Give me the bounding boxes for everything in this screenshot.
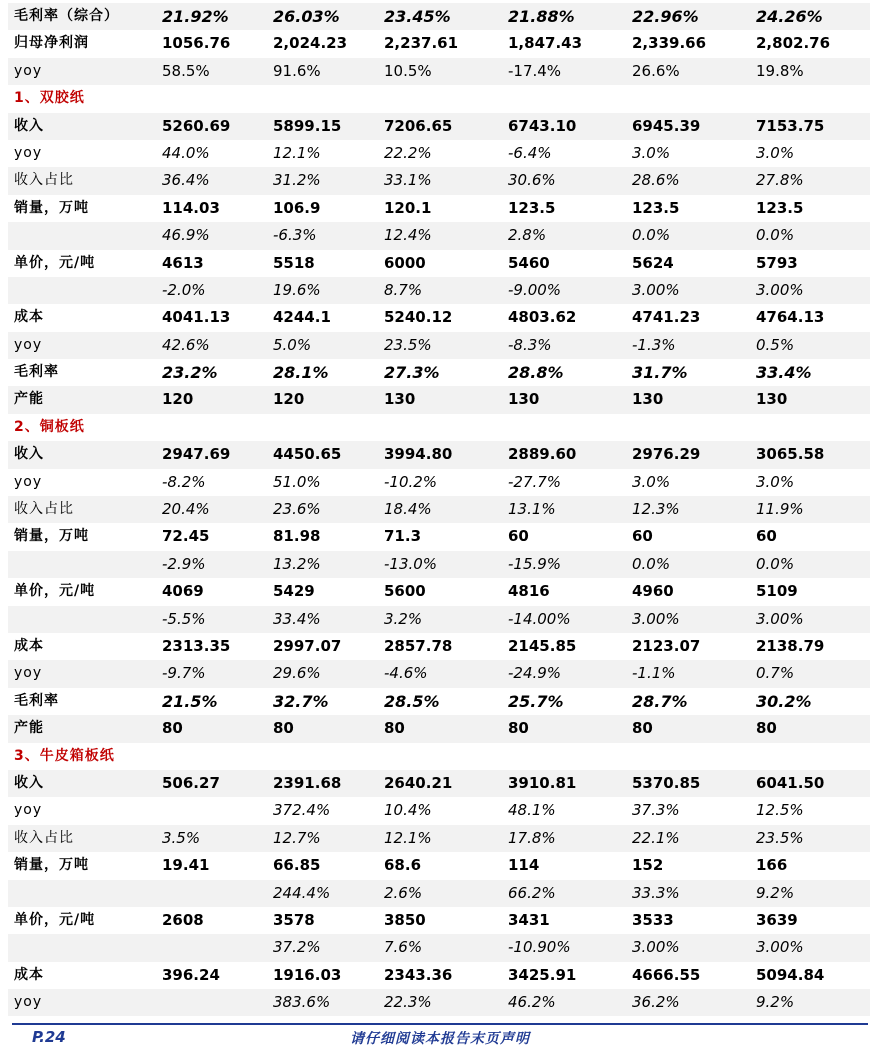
table-cell: 5899.15: [273, 116, 342, 135]
table-cell: 19.41: [162, 856, 210, 875]
row-label: 2、铜板纸: [14, 418, 85, 435]
row-label: 单价，元/吨: [14, 911, 96, 928]
table-cell: 22.2%: [384, 143, 432, 162]
table-cell: 30.2%: [756, 691, 812, 711]
table-cell: 12.7%: [273, 828, 321, 847]
row-label: 单价，元/吨: [14, 583, 96, 600]
page-footer: [12, 1023, 868, 1053]
table-row: [8, 578, 870, 605]
table-cell: 23.5%: [756, 828, 804, 847]
table-row: [8, 880, 870, 907]
table-cell: 3.0%: [632, 472, 671, 491]
table-cell: 58.5%: [162, 61, 210, 80]
table-cell: 5240.12: [384, 308, 453, 327]
table-cell: 42.6%: [162, 335, 210, 354]
table-row: [8, 140, 870, 167]
table-cell: 26.6%: [632, 61, 680, 80]
table-cell: 0.7%: [756, 664, 795, 683]
table-cell: 66.2%: [508, 883, 556, 902]
table-cell: 2997.07: [273, 636, 342, 655]
table-row: [8, 660, 870, 687]
disclaimer-text: 请仔细阅读本报告末页声明: [350, 1031, 530, 1047]
table-cell: 22.3%: [384, 993, 432, 1012]
row-label: yoy: [14, 144, 43, 161]
table-cell: 3.2%: [384, 609, 423, 628]
table-cell: 4069: [162, 582, 204, 601]
table-cell: 3850: [384, 910, 426, 929]
table-cell: 106.9: [273, 198, 321, 217]
table-row: [8, 797, 870, 824]
table-cell: 13.1%: [508, 500, 556, 519]
table-cell: 5429: [273, 582, 315, 601]
table-cell: 30.6%: [508, 171, 556, 190]
table-cell: 6000: [384, 253, 426, 272]
table-row: [8, 113, 870, 140]
table-cell: 2343.36: [384, 965, 453, 984]
table-cell: 81.98: [273, 527, 321, 546]
section-header-row: [8, 414, 870, 441]
table-cell: -9.00%: [508, 280, 562, 299]
table-cell: -6.4%: [508, 143, 552, 162]
table-cell: 4041.13: [162, 308, 231, 327]
table-cell: 120: [162, 390, 194, 409]
table-cell: 18.4%: [384, 500, 432, 519]
table-cell: 12.1%: [273, 143, 321, 162]
table-cell: 21.88%: [508, 7, 575, 26]
row-label: 毛利率: [14, 364, 59, 381]
table-cell: -10.2%: [384, 472, 438, 491]
table-cell: 28.5%: [384, 691, 440, 711]
table-cell: 2,339.66: [632, 34, 707, 53]
page-number: P.24: [32, 1028, 66, 1046]
table-cell: 6743.10: [508, 116, 577, 135]
table-cell: 60: [756, 527, 777, 546]
table-cell: 60: [508, 527, 529, 546]
table-cell: 80: [162, 719, 183, 738]
row-label: 3、牛皮箱板纸: [14, 747, 115, 764]
row-label: [14, 934, 159, 961]
table-row: [8, 551, 870, 578]
table-cell: 3.0%: [632, 143, 671, 162]
table-cell: 19.6%: [273, 280, 321, 299]
table-cell: -15.9%: [508, 554, 562, 573]
row-label: 收入占比: [14, 172, 74, 189]
table-cell: 33.1%: [384, 171, 432, 190]
table-row: [8, 30, 870, 57]
table-row: [8, 277, 870, 304]
row-label: 成本: [14, 637, 44, 654]
table-cell: 8.7%: [384, 280, 423, 299]
table-cell: 5793: [756, 253, 798, 272]
table-row: [8, 195, 870, 222]
table-cell: 4666.55: [632, 965, 701, 984]
row-label: yoy: [14, 62, 43, 79]
table-cell: 5109: [756, 582, 798, 601]
table-cell: 3.00%: [756, 609, 804, 628]
table-cell: 36.4%: [162, 171, 210, 190]
table-row: [8, 962, 870, 989]
table-row: [8, 441, 870, 468]
table-cell: 2145.85: [508, 636, 577, 655]
table-cell: 123.5: [756, 198, 804, 217]
table-cell: 396.24: [162, 965, 220, 984]
table-cell: 383.6%: [273, 993, 331, 1012]
table-cell: 3.00%: [632, 938, 680, 957]
table-cell: 2391.68: [273, 773, 342, 792]
table-cell: 13.2%: [273, 554, 321, 573]
table-cell: -6.3%: [273, 226, 317, 245]
table-cell: -5.5%: [162, 609, 206, 628]
table-cell: 4450.65: [273, 445, 342, 464]
table-cell: 80: [632, 719, 653, 738]
row-label: yoy: [14, 665, 43, 682]
table-cell: -8.2%: [162, 472, 206, 491]
table-cell: 9.2%: [756, 993, 795, 1012]
table-cell: 3065.58: [756, 445, 825, 464]
table-cell: 22.96%: [632, 7, 699, 26]
table-cell: -13.0%: [384, 554, 438, 573]
table-cell: 5518: [273, 253, 315, 272]
table-row: [8, 222, 870, 249]
table-cell: 33.4%: [273, 609, 321, 628]
table-cell: 3910.81: [508, 773, 577, 792]
table-cell: 3425.91: [508, 965, 577, 984]
table-cell: 21.5%: [162, 691, 218, 711]
table-cell: 3533: [632, 910, 674, 929]
table-cell: 130: [384, 390, 416, 409]
table-cell: 114.03: [162, 198, 220, 217]
table-cell: 46.9%: [162, 226, 210, 245]
row-label: 产能: [14, 391, 44, 408]
table-cell: 24.26%: [756, 7, 823, 26]
table-cell: 66.85: [273, 856, 321, 875]
table-cell: 68.6: [384, 856, 422, 875]
table-row: [8, 250, 870, 277]
table-cell: 506.27: [162, 773, 220, 792]
table-cell: 3.0%: [756, 472, 795, 491]
table-row: [8, 496, 870, 523]
table-cell: 22.1%: [632, 828, 680, 847]
row-label: yoy: [14, 336, 43, 353]
row-label: [14, 606, 159, 633]
table-cell: 2889.60: [508, 445, 577, 464]
row-label: 销量，万吨: [14, 199, 89, 216]
row-label: 收入占比: [14, 501, 74, 518]
table-cell: 0.0%: [756, 554, 795, 573]
table-row: [8, 770, 870, 797]
table-row: [8, 989, 870, 1016]
table-cell: 3431: [508, 910, 550, 929]
table-cell: 5460: [508, 253, 550, 272]
row-label: 1、双胶纸: [14, 90, 85, 107]
table-cell: 120.1: [384, 198, 432, 217]
table-cell: 130: [508, 390, 540, 409]
table-row: [8, 688, 870, 715]
table-cell: 33.4%: [756, 363, 812, 383]
table-cell: 37.3%: [632, 801, 680, 820]
row-label: 成本: [14, 966, 44, 983]
table-cell: 2640.21: [384, 773, 453, 792]
table-cell: 5600: [384, 582, 426, 601]
table-cell: 3.00%: [756, 938, 804, 957]
table-cell: 5260.69: [162, 116, 231, 135]
table-cell: 6041.50: [756, 773, 825, 792]
table-cell: -8.3%: [508, 335, 552, 354]
table-cell: 11.9%: [756, 500, 804, 519]
table-row: [8, 825, 870, 852]
table-cell: 80: [508, 719, 529, 738]
table-cell: 12.3%: [632, 500, 680, 519]
table-cell: 23.45%: [384, 7, 451, 26]
table-cell: 21.92%: [162, 7, 229, 26]
row-label: 收入: [14, 774, 44, 791]
table-cell: 12.4%: [384, 226, 432, 245]
table-cell: 26.03%: [273, 7, 340, 26]
table-cell: 25.7%: [508, 691, 564, 711]
table-cell: -1.1%: [632, 664, 676, 683]
table-cell: 4764.13: [756, 308, 825, 327]
table-cell: 123.5: [632, 198, 680, 217]
table-cell: 114: [508, 856, 540, 875]
table-cell: 3639: [756, 910, 798, 929]
table-row: [8, 606, 870, 633]
row-label: yoy: [14, 994, 43, 1011]
table-cell: 2.8%: [508, 226, 547, 245]
table-cell: 31.2%: [273, 171, 321, 190]
table-cell: 80: [756, 719, 777, 738]
row-label: yoy: [14, 802, 43, 819]
table-cell: 27.3%: [384, 363, 440, 383]
table-cell: -9.7%: [162, 664, 206, 683]
row-label: 产能: [14, 720, 44, 737]
table-cell: 5370.85: [632, 773, 701, 792]
table-cell: 130: [632, 390, 664, 409]
table-cell: 4741.23: [632, 308, 701, 327]
table-cell: 1056.76: [162, 34, 231, 53]
table-cell: 44.0%: [162, 143, 210, 162]
table-cell: 3.00%: [632, 609, 680, 628]
table-cell: 2976.29: [632, 445, 701, 464]
table-cell: 6945.39: [632, 116, 701, 135]
table-cell: 372.4%: [273, 801, 331, 820]
table-cell: 5624: [632, 253, 674, 272]
financial-forecast-table: [8, 3, 870, 1016]
table-cell: 32.7%: [273, 691, 329, 711]
table-cell: 2123.07: [632, 636, 701, 655]
table-cell: 91.6%: [273, 61, 321, 80]
table-cell: 152: [632, 856, 664, 875]
row-label: 销量，万吨: [14, 528, 89, 545]
table-cell: 36.2%: [632, 993, 680, 1012]
table-cell: 4613: [162, 253, 204, 272]
table-cell: 10.4%: [384, 801, 432, 820]
table-cell: 1,847.43: [508, 34, 583, 53]
table-cell: 3.5%: [162, 828, 201, 847]
table-cell: 123.5: [508, 198, 556, 217]
table-cell: 2857.78: [384, 636, 453, 655]
table-cell: 0.5%: [756, 335, 795, 354]
table-cell: 20.4%: [162, 500, 210, 519]
table-cell: 2138.79: [756, 636, 825, 655]
row-label: 销量，万吨: [14, 857, 89, 874]
table-cell: 17.8%: [508, 828, 556, 847]
table-cell: -10.90%: [508, 938, 571, 957]
table-cell: 23.5%: [384, 335, 432, 354]
row-label: [14, 880, 159, 907]
table-row: [8, 359, 870, 386]
table-cell: 72.45: [162, 527, 210, 546]
row-label: 收入: [14, 117, 44, 134]
table-row: [8, 934, 870, 961]
table-cell: 29.6%: [273, 664, 321, 683]
row-label: 单价，元/吨: [14, 254, 96, 271]
table-cell: 3.00%: [632, 280, 680, 299]
row-label: 收入占比: [14, 829, 74, 846]
table-row: [8, 304, 870, 331]
row-label: 收入: [14, 446, 44, 463]
table-cell: 27.8%: [756, 171, 804, 190]
row-label: [14, 277, 159, 304]
table-cell: 80: [384, 719, 405, 738]
section-header-row: [8, 743, 870, 770]
table-cell: -1.3%: [632, 335, 676, 354]
table-cell: 166: [756, 856, 788, 875]
table-cell: 46.2%: [508, 993, 556, 1012]
table-cell: -4.6%: [384, 664, 428, 683]
table-cell: 120: [273, 390, 305, 409]
table-cell: 7.6%: [384, 938, 423, 957]
table-cell: -2.9%: [162, 554, 206, 573]
table-cell: 71.3: [384, 527, 422, 546]
table-cell: 7206.65: [384, 116, 453, 135]
table-cell: 19.8%: [756, 61, 804, 80]
table-cell: 2313.35: [162, 636, 231, 655]
table-cell: 2,024.23: [273, 34, 348, 53]
table-cell: 1916.03: [273, 965, 342, 984]
table-row: [8, 852, 870, 879]
table-cell: 2,237.61: [384, 34, 459, 53]
table-cell: 7153.75: [756, 116, 825, 135]
table-cell: -2.0%: [162, 280, 206, 299]
table-cell: 5094.84: [756, 965, 825, 984]
table-cell: 31.7%: [632, 363, 688, 383]
table-cell: 48.1%: [508, 801, 556, 820]
table-cell: -27.7%: [508, 472, 562, 491]
table-cell: 4803.62: [508, 308, 577, 327]
table-cell: 3.0%: [756, 143, 795, 162]
row-label: 毛利率（综合）: [14, 8, 119, 24]
table-cell: 2,802.76: [756, 34, 831, 53]
table-cell: 0.0%: [632, 554, 671, 573]
table-cell: 5.0%: [273, 335, 312, 354]
table-cell: 28.7%: [632, 691, 688, 711]
table-cell: 4244.1: [273, 308, 331, 327]
table-cell: 2.6%: [384, 883, 423, 902]
table-row: [8, 633, 870, 660]
table-cell: 3578: [273, 910, 315, 929]
table-row: [8, 469, 870, 496]
table-cell: 4816: [508, 582, 550, 601]
table-row: [8, 715, 870, 742]
row-label: [14, 222, 159, 249]
table-cell: 130: [756, 390, 788, 409]
table-cell: 0.0%: [632, 226, 671, 245]
table-cell: 33.3%: [632, 883, 680, 902]
table-cell: 60: [632, 527, 653, 546]
row-label: [14, 551, 159, 578]
table-cell: 23.2%: [162, 363, 218, 383]
table-cell: 28.1%: [273, 363, 329, 383]
table-cell: 28.6%: [632, 171, 680, 190]
row-label: 归母净利润: [14, 35, 89, 52]
table-row: [8, 58, 870, 85]
table-cell: 4960: [632, 582, 674, 601]
table-row: [8, 907, 870, 934]
table-cell: 80: [273, 719, 294, 738]
table-cell: 28.8%: [508, 363, 564, 383]
table-cell: 10.5%: [384, 61, 432, 80]
table-cell: -14.00%: [508, 609, 571, 628]
section-header-row: [8, 85, 870, 112]
table-row: [8, 167, 870, 194]
table-cell: 37.2%: [273, 938, 321, 957]
table-row: [8, 332, 870, 359]
table-cell: 51.0%: [273, 472, 321, 491]
table-cell: 9.2%: [756, 883, 795, 902]
table-cell: 2608: [162, 910, 204, 929]
table-cell: 12.5%: [756, 801, 804, 820]
row-label: 成本: [14, 309, 44, 326]
table-cell: -17.4%: [508, 61, 562, 80]
table-row: [8, 386, 870, 413]
table-cell: 23.6%: [273, 500, 321, 519]
table-cell: -24.9%: [508, 664, 562, 683]
table-cell: 244.4%: [273, 883, 331, 902]
table-row: [8, 3, 870, 30]
table-cell: 2947.69: [162, 445, 231, 464]
table-row: [8, 523, 870, 550]
table-cell: 3994.80: [384, 445, 453, 464]
row-label: 毛利率: [14, 692, 59, 709]
table-cell: 12.1%: [384, 828, 432, 847]
table-cell: 0.0%: [756, 226, 795, 245]
table-cell: 3.00%: [756, 280, 804, 299]
row-label: yoy: [14, 473, 43, 490]
